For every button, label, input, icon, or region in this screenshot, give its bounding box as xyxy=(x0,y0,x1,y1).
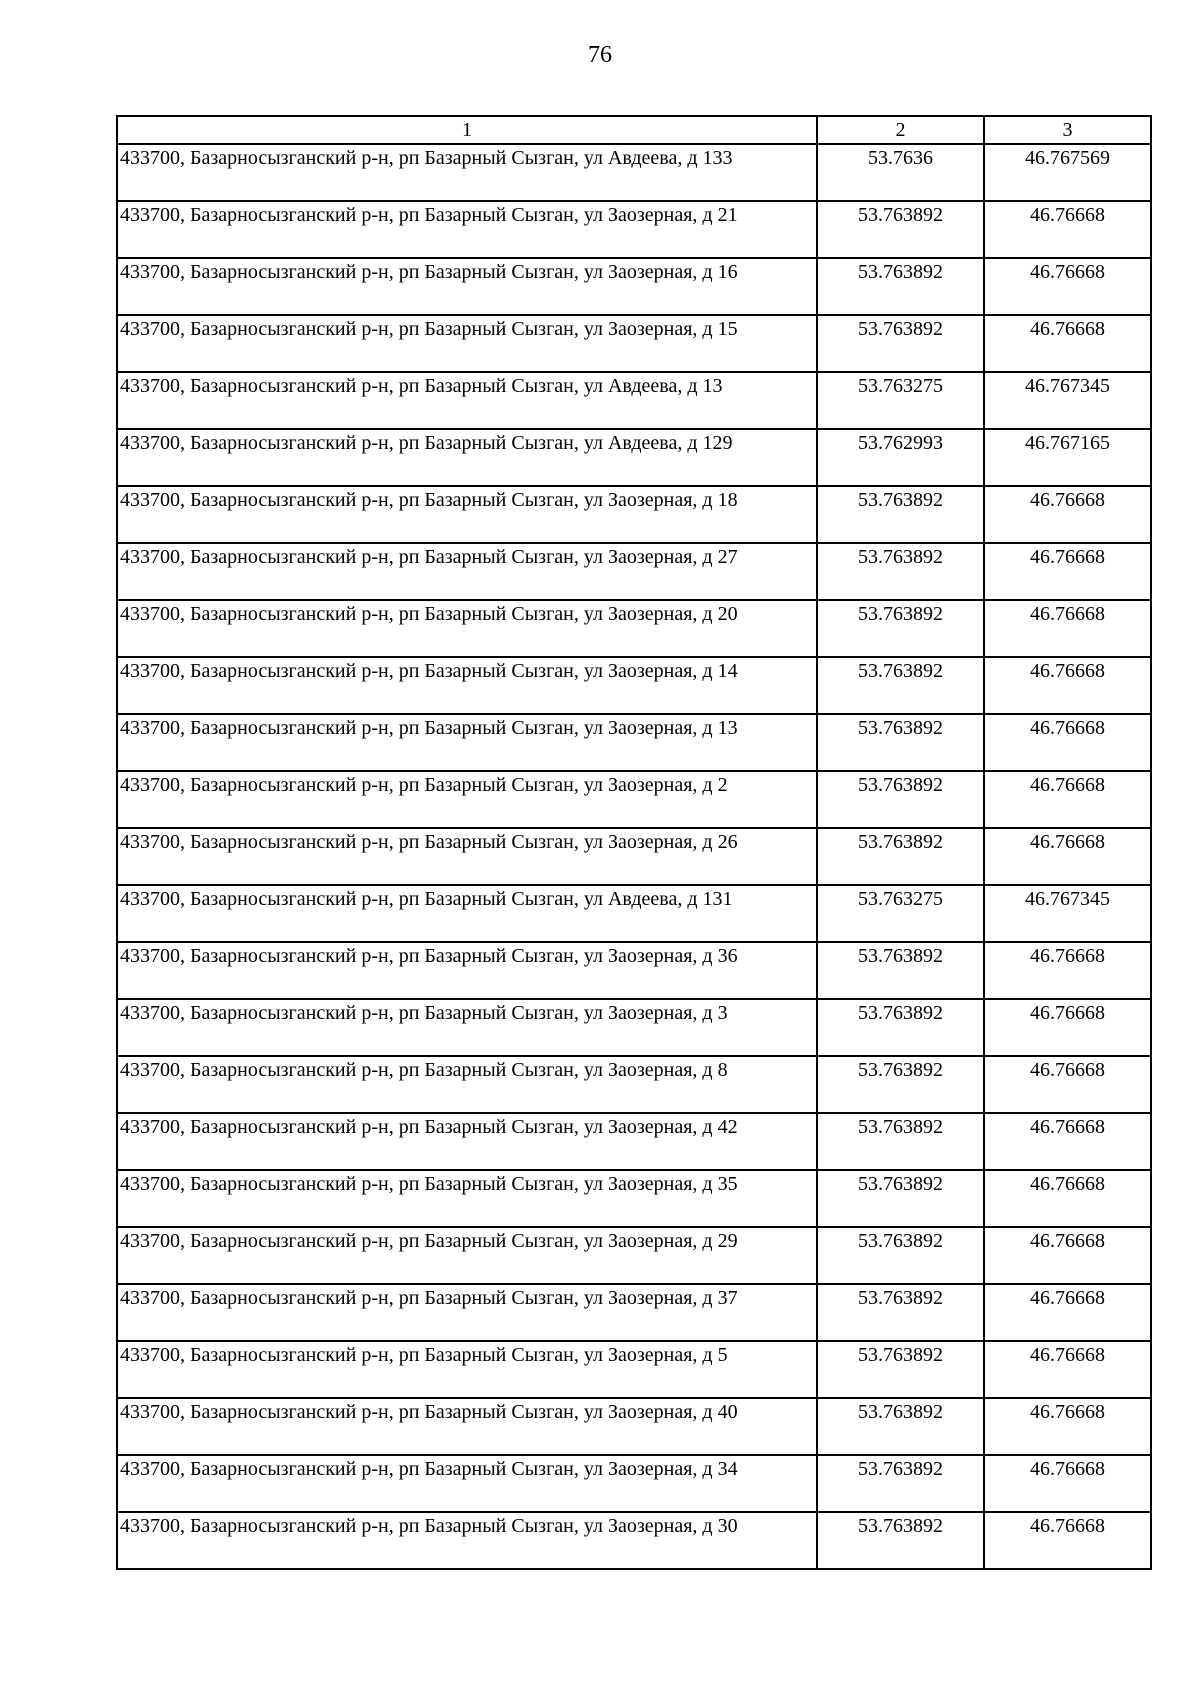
longitude-cell: 46.76668 xyxy=(984,600,1151,657)
address-cell: 433700, Базарносызганский р-н, рп Базарный Сызган, ул Заозерная, д 27 xyxy=(117,543,817,600)
latitude-cell: 53.763892 xyxy=(817,942,984,999)
latitude-cell: 53.763892 xyxy=(817,1113,984,1170)
address-cell: 433700, Базарносызганский р-н, рп Базарный Сызган, ул Авдеева, д 133 xyxy=(117,144,817,201)
address-cell: 433700, Базарносызганский р-н, рп Базарный Сызган, ул Авдеева, д 131 xyxy=(117,885,817,942)
latitude-cell: 53.7636 xyxy=(817,144,984,201)
address-cell: 433700, Базарносызганский р-н, рп Базарный Сызган, ул Заозерная, д 21 xyxy=(117,201,817,258)
longitude-cell: 46.76668 xyxy=(984,1455,1151,1512)
longitude-cell: 46.76668 xyxy=(984,486,1151,543)
latitude-cell: 53.763892 xyxy=(817,1455,984,1512)
latitude-cell: 53.763892 xyxy=(817,258,984,315)
longitude-cell: 46.76668 xyxy=(984,999,1151,1056)
address-cell: 433700, Базарносызганский р-н, рп Базарный Сызган, ул Авдеева, д 129 xyxy=(117,429,817,486)
latitude-cell: 53.763892 xyxy=(817,315,984,372)
latitude-cell: 53.763892 xyxy=(817,1512,984,1569)
longitude-cell: 46.76668 xyxy=(984,1113,1151,1170)
longitude-cell: 46.76668 xyxy=(984,543,1151,600)
table-header xyxy=(117,116,1151,144)
latitude-cell: 53.762993 xyxy=(817,429,984,486)
latitude-cell: 53.763892 xyxy=(817,201,984,258)
latitude-cell: 53.763892 xyxy=(817,1341,984,1398)
address-cell: 433700, Базарносызганский р-н, рп Базарный Сызган, ул Заозерная, д 42 xyxy=(117,1113,817,1170)
table-row xyxy=(117,999,1151,1056)
longitude-cell: 46.76668 xyxy=(984,258,1151,315)
table-row xyxy=(117,543,1151,600)
address-cell: 433700, Базарносызганский р-н, рп Базарный Сызган, ул Авдеева, д 13 xyxy=(117,372,817,429)
latitude-cell: 53.763892 xyxy=(817,999,984,1056)
table-row xyxy=(117,486,1151,543)
longitude-cell: 46.767569 xyxy=(984,144,1151,201)
address-cell: 433700, Базарносызганский р-н, рп Базарный Сызган, ул Заозерная, д 40 xyxy=(117,1398,817,1455)
table-row xyxy=(117,315,1151,372)
table-row xyxy=(117,1341,1151,1398)
longitude-cell: 46.76668 xyxy=(984,1227,1151,1284)
address-cell: 433700, Базарносызганский р-н, рп Базарный Сызган, ул Заозерная, д 15 xyxy=(117,315,817,372)
longitude-cell: 46.767345 xyxy=(984,372,1151,429)
latitude-cell: 53.763892 xyxy=(817,543,984,600)
longitude-cell: 46.76668 xyxy=(984,657,1151,714)
latitude-cell: 53.763892 xyxy=(817,1170,984,1227)
longitude-cell: 46.767345 xyxy=(984,885,1151,942)
address-cell: 433700, Базарносызганский р-н, рп Базарный Сызган, ул Заозерная, д 29 xyxy=(117,1227,817,1284)
address-cell: 433700, Базарносызганский р-н, рп Базарный Сызган, ул Заозерная, д 34 xyxy=(117,1455,817,1512)
address-cell: 433700, Базарносызганский р-н, рп Базарный Сызган, ул Заозерная, д 20 xyxy=(117,600,817,657)
address-cell: 433700, Базарносызганский р-н, рп Базарный Сызган, ул Заозерная, д 14 xyxy=(117,657,817,714)
header-row xyxy=(117,116,1151,144)
table-row xyxy=(117,942,1151,999)
longitude-cell: 46.76668 xyxy=(984,1056,1151,1113)
latitude-cell: 53.763892 xyxy=(817,828,984,885)
table-body xyxy=(117,144,1151,1569)
address-cell: 433700, Базарносызганский р-н, рп Базарный Сызган, ул Заозерная, д 30 xyxy=(117,1512,817,1569)
column-header-1: 1 xyxy=(117,116,817,144)
column-header-3: 3 xyxy=(984,116,1151,144)
address-coordinates-table xyxy=(116,115,1152,1570)
table-row xyxy=(117,600,1151,657)
latitude-cell: 53.763892 xyxy=(817,600,984,657)
longitude-cell: 46.76668 xyxy=(984,1170,1151,1227)
table-row xyxy=(117,1284,1151,1341)
address-cell: 433700, Базарносызганский р-н, рп Базарный Сызган, ул Заозерная, д 3 xyxy=(117,999,817,1056)
address-cell: 433700, Базарносызганский р-н, рп Базарный Сызган, ул Заозерная, д 8 xyxy=(117,1056,817,1113)
table-row xyxy=(117,429,1151,486)
table-row xyxy=(117,885,1151,942)
latitude-cell: 53.763892 xyxy=(817,486,984,543)
table-row xyxy=(117,144,1151,201)
table-row xyxy=(117,1113,1151,1170)
address-cell: 433700, Базарносызганский р-н, рп Базарный Сызган, ул Заозерная, д 35 xyxy=(117,1170,817,1227)
latitude-cell: 53.763892 xyxy=(817,1056,984,1113)
table-row xyxy=(117,1227,1151,1284)
longitude-cell: 46.767165 xyxy=(984,429,1151,486)
latitude-cell: 53.763275 xyxy=(817,885,984,942)
table-row xyxy=(117,1512,1151,1569)
longitude-cell: 46.76668 xyxy=(984,1284,1151,1341)
address-cell: 433700, Базарносызганский р-н, рп Базарный Сызган, ул Заозерная, д 26 xyxy=(117,828,817,885)
address-cell: 433700, Базарносызганский р-н, рп Базарный Сызган, ул Заозерная, д 18 xyxy=(117,486,817,543)
page-number: 76 xyxy=(588,42,612,68)
table-row xyxy=(117,1398,1151,1455)
longitude-cell: 46.76668 xyxy=(984,201,1151,258)
latitude-cell: 53.763892 xyxy=(817,714,984,771)
address-cell: 433700, Базарносызганский р-н, рп Базарный Сызган, ул Заозерная, д 36 xyxy=(117,942,817,999)
latitude-cell: 53.763892 xyxy=(817,1398,984,1455)
table-row xyxy=(117,258,1151,315)
longitude-cell: 46.76668 xyxy=(984,315,1151,372)
address-cell: 433700, Базарносызганский р-н, рп Базарный Сызган, ул Заозерная, д 13 xyxy=(117,714,817,771)
longitude-cell: 46.76668 xyxy=(984,1512,1151,1569)
longitude-cell: 46.76668 xyxy=(984,1398,1151,1455)
table-row xyxy=(117,201,1151,258)
address-cell: 433700, Базарносызганский р-н, рп Базарный Сызган, ул Заозерная, д 2 xyxy=(117,771,817,828)
latitude-cell: 53.763892 xyxy=(817,657,984,714)
table-row xyxy=(117,1455,1151,1512)
table-row xyxy=(117,771,1151,828)
table-row xyxy=(117,714,1151,771)
latitude-cell: 53.763892 xyxy=(817,771,984,828)
address-cell: 433700, Базарносызганский р-н, рп Базарный Сызган, ул Заозерная, д 16 xyxy=(117,258,817,315)
longitude-cell: 46.76668 xyxy=(984,1341,1151,1398)
latitude-cell: 53.763892 xyxy=(817,1284,984,1341)
table-row xyxy=(117,1170,1151,1227)
table-row xyxy=(117,657,1151,714)
address-cell: 433700, Базарносызганский р-н, рп Базарный Сызган, ул Заозерная, д 5 xyxy=(117,1341,817,1398)
longitude-cell: 46.76668 xyxy=(984,942,1151,999)
table-row xyxy=(117,1056,1151,1113)
column-header-2: 2 xyxy=(817,116,984,144)
longitude-cell: 46.76668 xyxy=(984,771,1151,828)
latitude-cell: 53.763892 xyxy=(817,1227,984,1284)
longitude-cell: 46.76668 xyxy=(984,828,1151,885)
table-row xyxy=(117,828,1151,885)
table-row xyxy=(117,372,1151,429)
longitude-cell: 46.76668 xyxy=(984,714,1151,771)
address-cell: 433700, Базарносызганский р-н, рп Базарный Сызган, ул Заозерная, д 37 xyxy=(117,1284,817,1341)
latitude-cell: 53.763275 xyxy=(817,372,984,429)
